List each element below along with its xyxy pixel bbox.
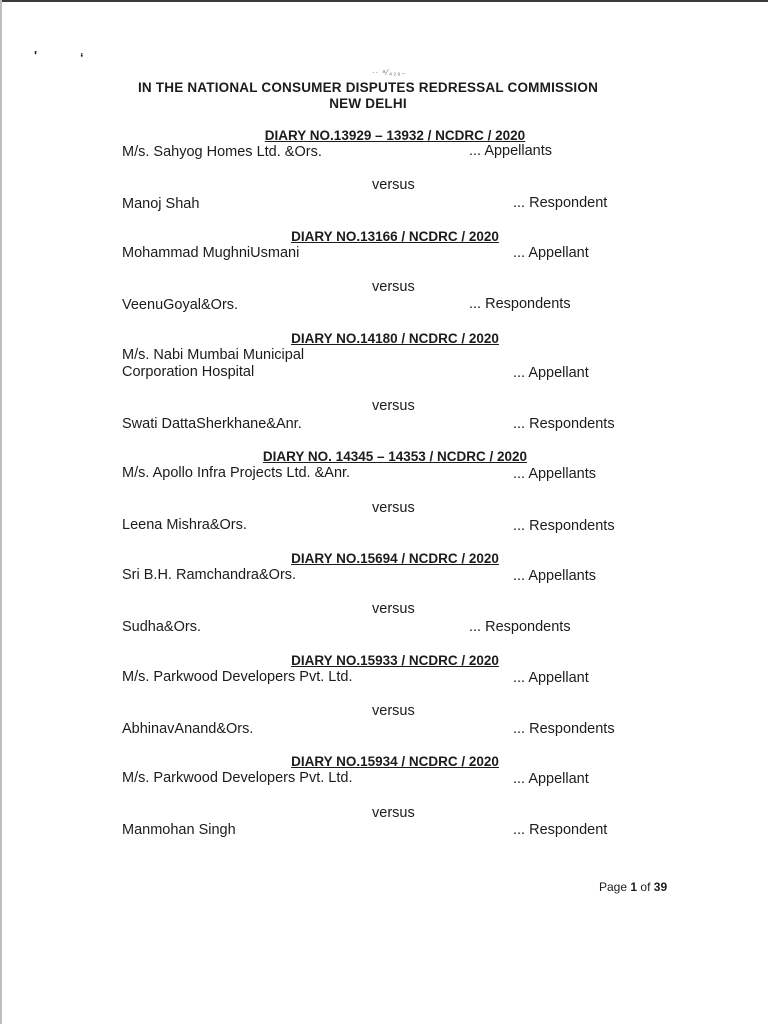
respondent-role: ... Respondents — [469, 296, 571, 312]
scan-top-edge — [0, 0, 768, 2]
page-prefix: Page — [599, 880, 628, 894]
page-of: of — [640, 880, 651, 894]
court-location: NEW DELHI — [329, 96, 407, 111]
versus-label: versus — [372, 805, 415, 821]
versus-label: versus — [372, 703, 415, 719]
diary-number: DIARY NO.13929 – 13932 / NCDRC / 2020 — [264, 128, 526, 143]
appellant-name: M/s. Parkwood Developers Pvt. Ltd. — [122, 770, 353, 786]
court-title: IN THE NATIONAL CONSUMER DISPUTES REDRESSAL COMMISSION — [137, 80, 599, 95]
appellant-role: ... Appellants — [513, 568, 597, 584]
scan-mark: ' — [34, 48, 38, 63]
respondent-role: ... Respondents — [513, 721, 615, 737]
appellant-name-line1: M/s. Nabi Mumbai Municipal — [122, 347, 305, 363]
versus-label: versus — [372, 601, 415, 617]
appellant-role: ... Appellant — [513, 771, 589, 787]
respondent-name: Sudha&Ors. — [122, 619, 201, 635]
appellant-role: ... Appellants — [513, 466, 597, 482]
page-current: 1 — [630, 880, 638, 894]
respondent-role: ... Respondents — [469, 619, 571, 635]
stamp-text: ·· ᵃ⁄₄₂₉₋ — [372, 68, 407, 77]
diary-number: DIARY NO.13166 / NCDRC / 2020 — [291, 229, 499, 244]
diary-number: DIARY NO.15694 / NCDRC / 2020 — [291, 551, 499, 566]
respondent-role: ... Respondent — [513, 195, 608, 211]
respondent-name: Swati DattaSherkhane&Anr. — [122, 416, 302, 432]
appellant-name: M/s. Parkwood Developers Pvt. Ltd. — [122, 669, 353, 685]
appellant-role: ... Appellant — [513, 365, 589, 381]
appellant-name: Sri B.H. Ramchandra&Ors. — [122, 567, 297, 583]
appellant-name-line2: Corporation Hospital — [122, 364, 255, 380]
page-number — [599, 880, 667, 894]
appellant-name: M/s. Apollo Infra Projects Ltd. &Anr. — [122, 465, 351, 481]
respondent-name: Leena Mishra&Ors. — [122, 517, 247, 533]
diary-number: DIARY NO.15933 / NCDRC / 2020 — [291, 653, 499, 668]
respondent-role: ... Respondents — [513, 518, 615, 534]
appellant-role: ... Appellant — [513, 670, 589, 686]
versus-label: versus — [372, 398, 415, 414]
versus-label: versus — [372, 500, 415, 516]
appellant-name: M/s. Sahyog Homes Ltd. &Ors. — [122, 144, 322, 160]
respondent-name: VeenuGoyal&Ors. — [122, 297, 239, 313]
respondent-role: ... Respondents — [513, 416, 615, 432]
page-total: 39 — [653, 880, 668, 894]
diary-number: DIARY NO.15934 / NCDRC / 2020 — [291, 754, 499, 769]
respondent-name: Manmohan Singh — [122, 822, 236, 838]
versus-label: versus — [372, 177, 415, 193]
appellant-role: ... Appellants — [469, 143, 553, 159]
diary-number: DIARY NO. 14345 – 14353 / NCDRC / 2020 — [262, 449, 528, 464]
respondent-name: AbhinavAnand&Ors. — [122, 721, 254, 737]
appellant-name: Mohammad MughniUsmani — [122, 245, 300, 261]
respondent-name: Manoj Shah — [122, 196, 200, 212]
scan-mark: ‘ — [80, 50, 84, 65]
diary-number: DIARY NO.14180 / NCDRC / 2020 — [291, 331, 499, 346]
versus-label: versus — [372, 279, 415, 295]
respondent-role: ... Respondent — [513, 822, 608, 838]
scan-left-edge — [0, 0, 2, 1024]
appellant-role: ... Appellant — [513, 245, 589, 261]
